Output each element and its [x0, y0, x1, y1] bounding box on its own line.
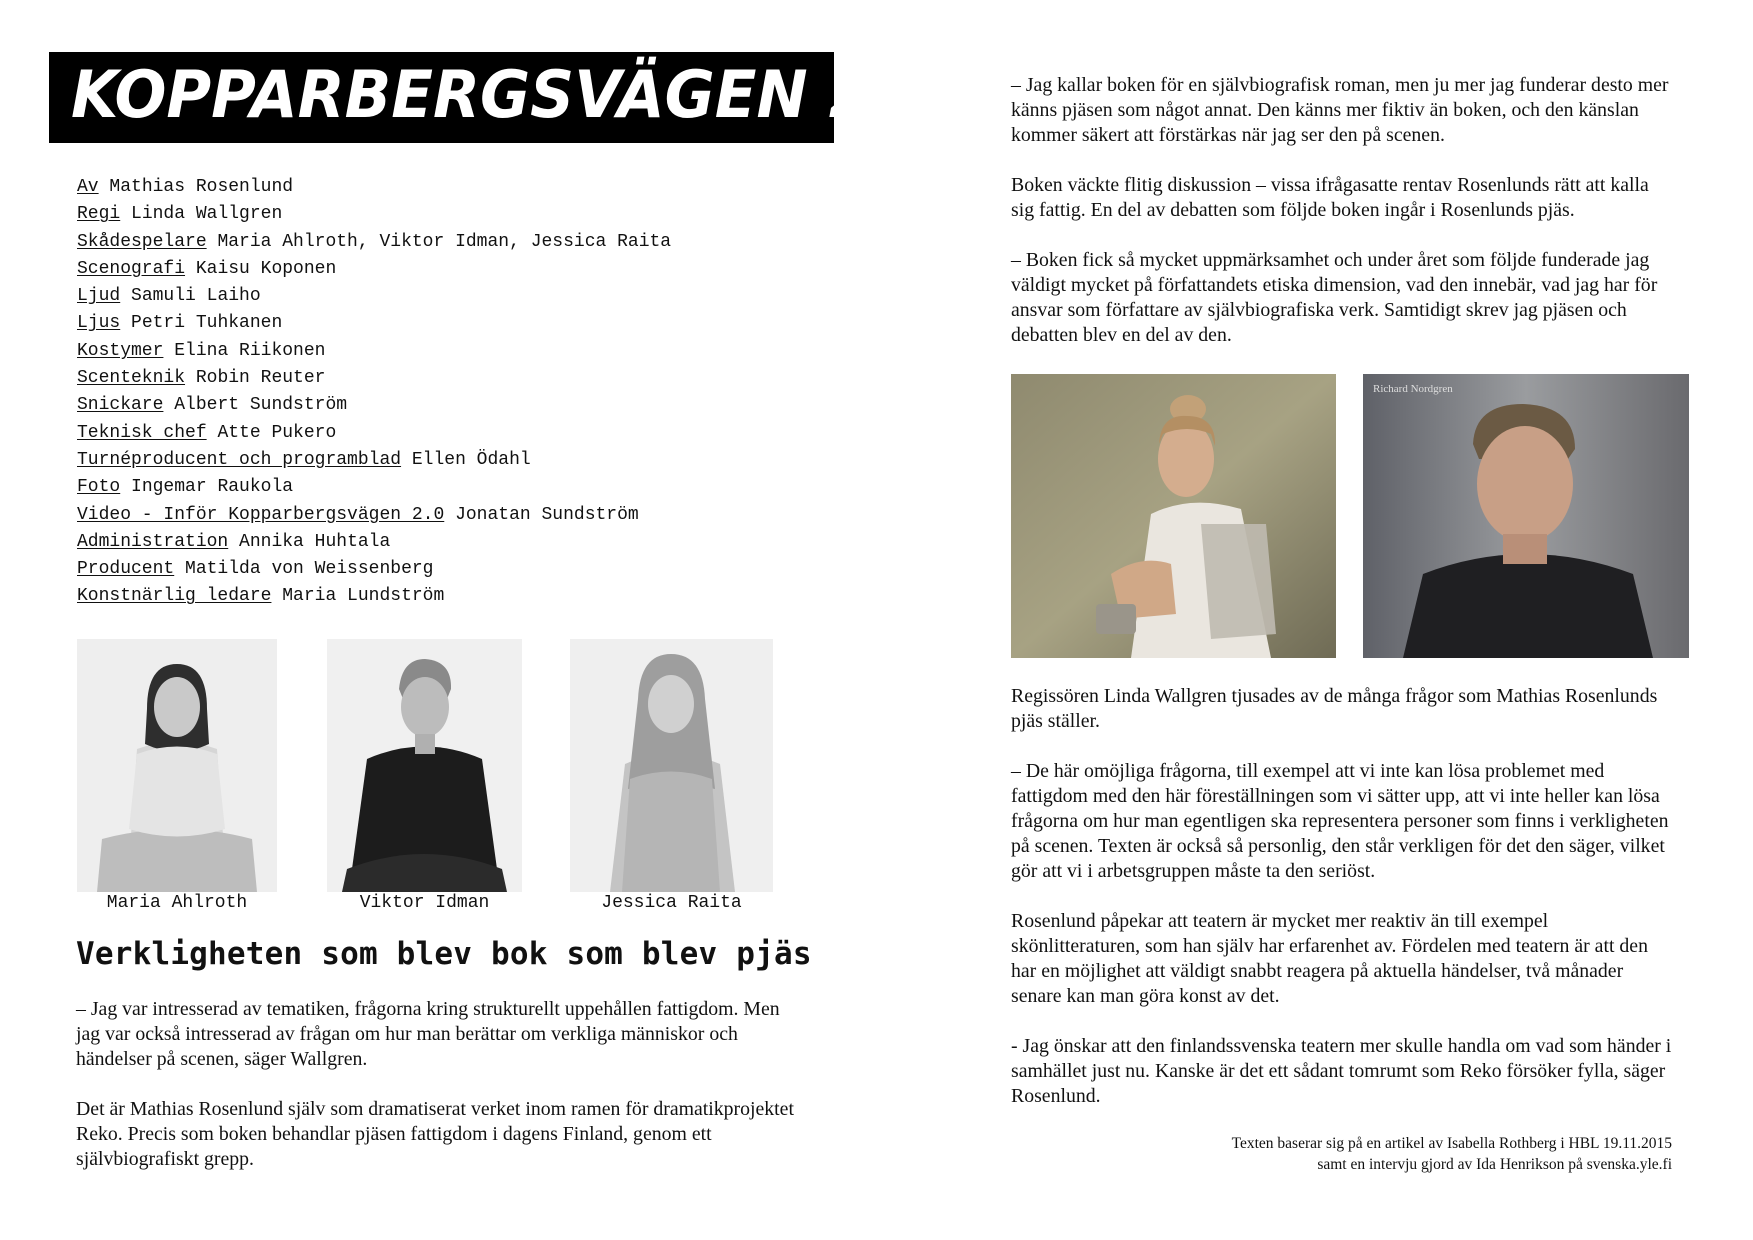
credit-role: Kostymer [77, 340, 164, 361]
credit-role: Foto [77, 477, 121, 498]
credit-role: Video - Inför Kopparbergsvägen 2.0 [77, 504, 445, 525]
credit-role: Snickare [77, 395, 164, 416]
photo-linda-wallgren [1011, 374, 1336, 658]
article-paragraph: Rosenlund påpekar att teatern är mycket mer reaktiv än till exempel skönlitteraturen, som han själv har erfarenhet av. Fördelen med teatern är att den har en möjlighet att väldigt snabbt reagera på aktuella händelser, två månader senare kan man göra konst av det. [1011, 910, 1648, 1007]
credit-name: Ellen Ödahl [411, 449, 531, 470]
credit-row [77, 338, 777, 365]
credit-row [77, 474, 777, 501]
credit-row [77, 392, 777, 419]
credit-name: Albert Sundström [174, 395, 348, 416]
credit-row [77, 447, 777, 474]
credit-name: Elina Riikonen [174, 340, 326, 361]
article-paragraph: Boken väckte flitig diskussion – vissa ifrågasatte rentav Rosenlunds rätt att kalla sig fattig. En del av debatten som följde boken ingår i Rosenlunds pjäs. [1011, 174, 1649, 221]
credit-role: Administration [77, 531, 229, 552]
credit-row [77, 201, 777, 228]
portrait-caption: Maria Ahlroth [106, 893, 248, 913]
credit-name: Mathias Rosenlund [109, 177, 294, 197]
credit-name: Samuli Laiho [131, 286, 261, 307]
portrait-photo-maria-ahlroth [77, 639, 277, 892]
source-note [1232, 1133, 1672, 1175]
credit-row [77, 365, 777, 392]
credit-role: Av [77, 177, 99, 197]
photo-mathias-rosenlund [1363, 374, 1689, 658]
credit-row [77, 256, 777, 283]
credit-name: Matilda von Weissenberg [185, 559, 434, 580]
credit-row [77, 310, 777, 337]
credit-role: Producent [77, 559, 175, 580]
article-paragraph: - Jag önskar att den finlandssvenska teatern mer skulle handla om vad som händer i samhället just nu. Kanske är det ett sådant tomrumt som Reko försöker fylla, säger Rosenlund. [1011, 1035, 1672, 1107]
credit-role: Turnéproducent och programblad [77, 449, 402, 470]
credit-role: Scenteknik [77, 368, 186, 389]
credit-name: Maria Lundström [282, 586, 445, 607]
credit-role: Konstnärlig ledare [77, 586, 272, 607]
credit-name: Jonatan Sundström [455, 504, 639, 525]
article-paragraph: – De här omöjliga frågorna, till exempel att vi inte kan lösa problemet med fattigdom med den här föreställningen som vi sätter upp, att vi inte heller kan lösa frågorna om hur man egentligen ska representera personer som finns i verkligheten på scenen. Texten är också så personlig, den står verkligen för det den säger, vilket gör att vi i arbetsgruppen måste ta den seriöst. [1011, 760, 1669, 882]
credit-name: Maria Ahlroth, Viktor Idman, Jessica Raita [217, 231, 672, 252]
credit-name: Robin Reuter [195, 368, 326, 389]
credit-name: Petri Tuhkanen [131, 313, 283, 334]
title-banner [49, 52, 938, 143]
credit-row [77, 174, 777, 201]
article-paragraph: – Jag kallar boken för en självbiografisk roman, men ju mer jag funderar desto mer känns pjäsen som något annat. Den känns mer fiktiv än boken, och den känslan kommer säkert att förstärkas när jag ser den på scenen. [1011, 74, 1669, 146]
credit-row [77, 283, 777, 310]
credit-role: Ljud [77, 286, 121, 307]
credit-name: Kaisu Koponen [195, 258, 337, 279]
credit-role: Regi [77, 204, 121, 225]
credit-name: Atte Pukero [217, 422, 337, 443]
portrait-photo-jessica-raita [570, 639, 773, 892]
source-line: Texten baserar sig på en artikel av Isabella Rothberg i HBL 19.11.2015 [1231, 1135, 1672, 1152]
credits-list [77, 174, 777, 611]
portrait-photo-viktor-idman [327, 639, 522, 892]
page-title: KOPPARBERGSVÄGEN 2.0 [71, 58, 938, 133]
article-paragraph: Det är Mathias Rosenlund själv som dramatiserat verket inom ramen för dramatikprojektet Reko. Precis som boken behandlar pjäsen fattigdom i dagens Finland, genom ett självbiografiskt grepp. [76, 1098, 794, 1170]
credit-row [77, 556, 777, 583]
article-paragraph: – Jag var intresserad av tematiken, frågorna kring strukturellt uppehållen fattigdom. Men jag var också intresserad av frågan om hur man berättar om verkliga människor och händelser på scenen, säger Wallgren. [76, 998, 780, 1070]
credit-name: Annika Huhtala [239, 531, 391, 552]
article-paragraph: Regissören Linda Wallgren tjusades av de många frågor som Mathias Rosenlunds pjäs ställer. [1011, 685, 1658, 732]
portrait-caption: Jessica Raita [601, 893, 742, 913]
credit-name: Linda Wallgren [131, 204, 283, 225]
credit-role: Teknisk chef [77, 422, 207, 443]
left-article-body [76, 997, 806, 1172]
credit-role: Skådespelare [77, 231, 207, 252]
article-paragraph: – Boken fick så mycket uppmärksamhet och under året som följde funderade jag väldigt mycket på författandets etiska dimension, vad den innebär, vad jag har för ansvar som författare av självbiografiska verk. Samtidigt skrev jag pjäsen och debatten blev en del av den. [1011, 249, 1658, 346]
credit-role: Ljus [77, 313, 121, 334]
right-article-bottom [1011, 684, 1676, 1109]
portrait-caption: Viktor Idman [359, 893, 490, 913]
right-article-top [1011, 73, 1676, 348]
photo-credit: Richard Nordgren [1373, 383, 1453, 395]
credit-row [77, 229, 777, 256]
credit-row [77, 529, 777, 556]
credit-row [77, 502, 777, 529]
source-line: samt en intervju gjord av Ida Henrikson på svenska.yle.fi [1317, 1156, 1672, 1173]
credit-name: Ingemar Raukola [131, 477, 294, 498]
credit-row [77, 420, 777, 447]
credit-role: Scenografi [77, 258, 186, 279]
credit-row [77, 583, 777, 610]
article-heading: Verkligheten som blev bok som blev pjäs [76, 936, 812, 972]
